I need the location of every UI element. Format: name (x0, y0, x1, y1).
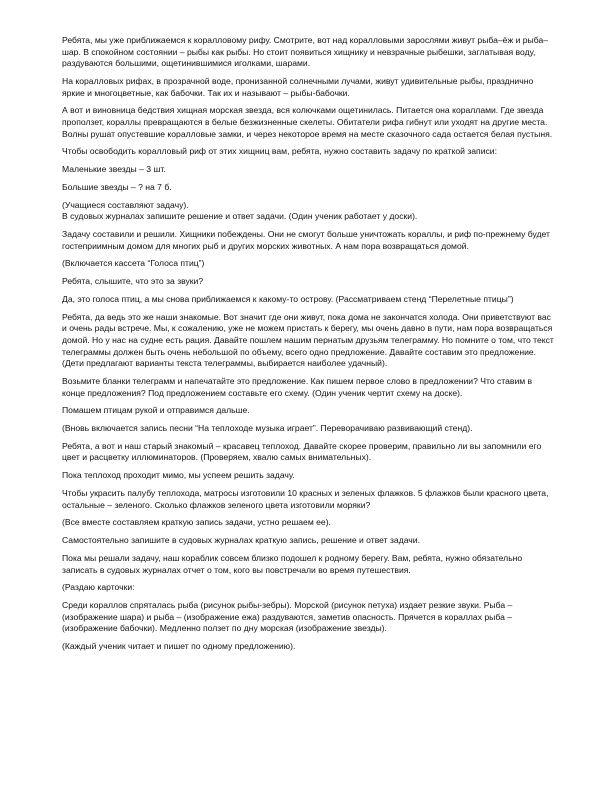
paragraph-bird-voices: Да, это голоса птиц, а мы снова приближаемся к какому-то острову. (Рассматриваем стенд “Перелетные птицы”) (62, 293, 514, 304)
paragraph-song-record: (Вновь включается запись песни “На теплоходе музыка играет”. Переворачиваю развивающий стенд). (62, 423, 473, 434)
document-page (62, 35, 554, 659)
paragraph-ship-passing: Пока теплоход проходит мимо, мы успеем решить задачу. (62, 470, 295, 481)
paragraph-fish-hedgehog: Ребята, мы уже приближаемся к коралловому рифу. Смотрите, вот над коралловыми зарослями живут рыба–ёж и рыба–шар. В спокойном состоянии – рыбы как рыбы. Но стоит появиться хищнику и невзрачные рыбешки, заглатывая воду, раздуваются большими, ощетинившимися иголками, шарами. (62, 35, 549, 69)
paragraph-sea-star: А вот и виновница бедствия хищная морская звезда, вся колючками ощетинилась. Питается она кораллами. Где звезда проползет, кораллы превращаются в белые безжизненные скелеты. Обитатели рифа гибнут или уходят на другие места. Волны рушат опустевшие коралловые замки, и через некоторое время на месте сказочного сада остается белая пустыня. (62, 105, 553, 139)
paragraph-report: Пока мы решали задачу, наш кораблик совсем близко подошел к родному берегу. Вам, ребята, нужно обязательно записать в судовых журналах отчет о том, кого вы повстречали во время путешествия. (62, 552, 523, 575)
paragraph-cards: (Раздаю карточки: (62, 582, 135, 593)
paragraph-telegram-forms: Возьмите бланки телеграмм и напечатайте это предложение. Как пишем первое слово в предложении? Что ставим в конце предложения? Под предложением составьте его схему. (Один ученик чертит схему на доске). (62, 375, 533, 398)
paragraph-task-intro: Чтобы освободить коралловый риф от этих хищниц вам, ребята, нужно составить задачу по краткой записи: (62, 146, 497, 157)
paragraph-cards-text: Среди кораллов спряталась рыба (рисунок рыбы-зебры). Морской (рисунок петуха) издает резкие звуки. Рыба – (изображение шара) и рыба – (изображение ежа) раздуваются, заметив опасность. Прячется в кораллах рыба – (изображение бабочки). Медленно ползет по дну морская (изображение звезды). (62, 600, 513, 634)
paragraph-predators-defeated: Задачу составили и решили. Хищники побеждены. Они не смогут больше уничтожать кораллы, и риф по-прежнему будет гостеприимным домом для многих рыб и других морских животных. А нам пора возвращаться домой. (62, 229, 550, 251)
paragraph-telegram: Ребята, да ведь это же наши знакомые. Вот значит где они живут, пока дома не закончатся холода. Они приветствуют вас и очень рады встрече. Мы, к сожалению, уже не можем пристать к берегу, мы очень давно в пути, нам пора возвращаться домой. Но у нас на судне есть рация. Давайте пошлем нашим пернатым друзьям телеграмму. Но помните о том, что текст телеграммы должен быть очень небольшой по объему, всего одно предложение. Давайте составим это предложение. (Дети предлагают варианты текста телеграммы, выбирается наиболее удачный). (62, 311, 554, 369)
paragraph-wave-birds: Помашем птицам рукой и отправимся дальше. (62, 405, 250, 416)
paragraph-students-compose: (Учащиеся составляют задачу). (62, 199, 189, 210)
paragraph-write-independently: Самостоятельно запишите в судовых журналах краткую запись, решение и ответ задачи. (62, 535, 420, 546)
paragraph-old-friend-ship: Ребята, а вот и наш старый знакомый – красавец теплоход. Давайте скорее проверим, правильно ли вы запомнили его цвет и расцветку иллюминаторов. (Проверяем, хвалю самых внимательных). (62, 440, 542, 463)
paragraph-solve-together: (Все вместе составляем краткую запись задачи, устно решаем ее). (62, 517, 331, 528)
paragraph-butterfly-fish: На коралловых рифах, в прозрачной воде, пронизанной солнечными лучами, живут удивительные рыбы, празднично яркие и многоцветные, как бабочки. Так их и называют – рыбы-бабочки. (62, 75, 534, 98)
paragraph-big-stars: Большие звезды – ? на 7 б. (62, 181, 172, 192)
paragraph-small-stars: Маленькие звезды – 3 шт. (62, 164, 166, 175)
paragraph-each-student: (Каждый ученик читает и пишет по одному предложению). (62, 641, 296, 652)
paragraph-flags-task: Чтобы украсить палубу теплохода, матросы изготовили 10 красных и зеленых флажков. 5 флажков были красного цвета, остальные – зеленого. Сколько флажков зеленого цвета изготовили моряки? (62, 488, 549, 510)
paragraph-write-solution: В судовых журналах запишите решение и ответ задачи. (Один ученик работает у доски). (62, 211, 418, 222)
paragraph-birds-cassette: (Включается кассета “Голоса птиц”) (62, 258, 205, 269)
paragraph-hear-sounds: Ребята, слышите, что это за звуки? (62, 276, 204, 287)
